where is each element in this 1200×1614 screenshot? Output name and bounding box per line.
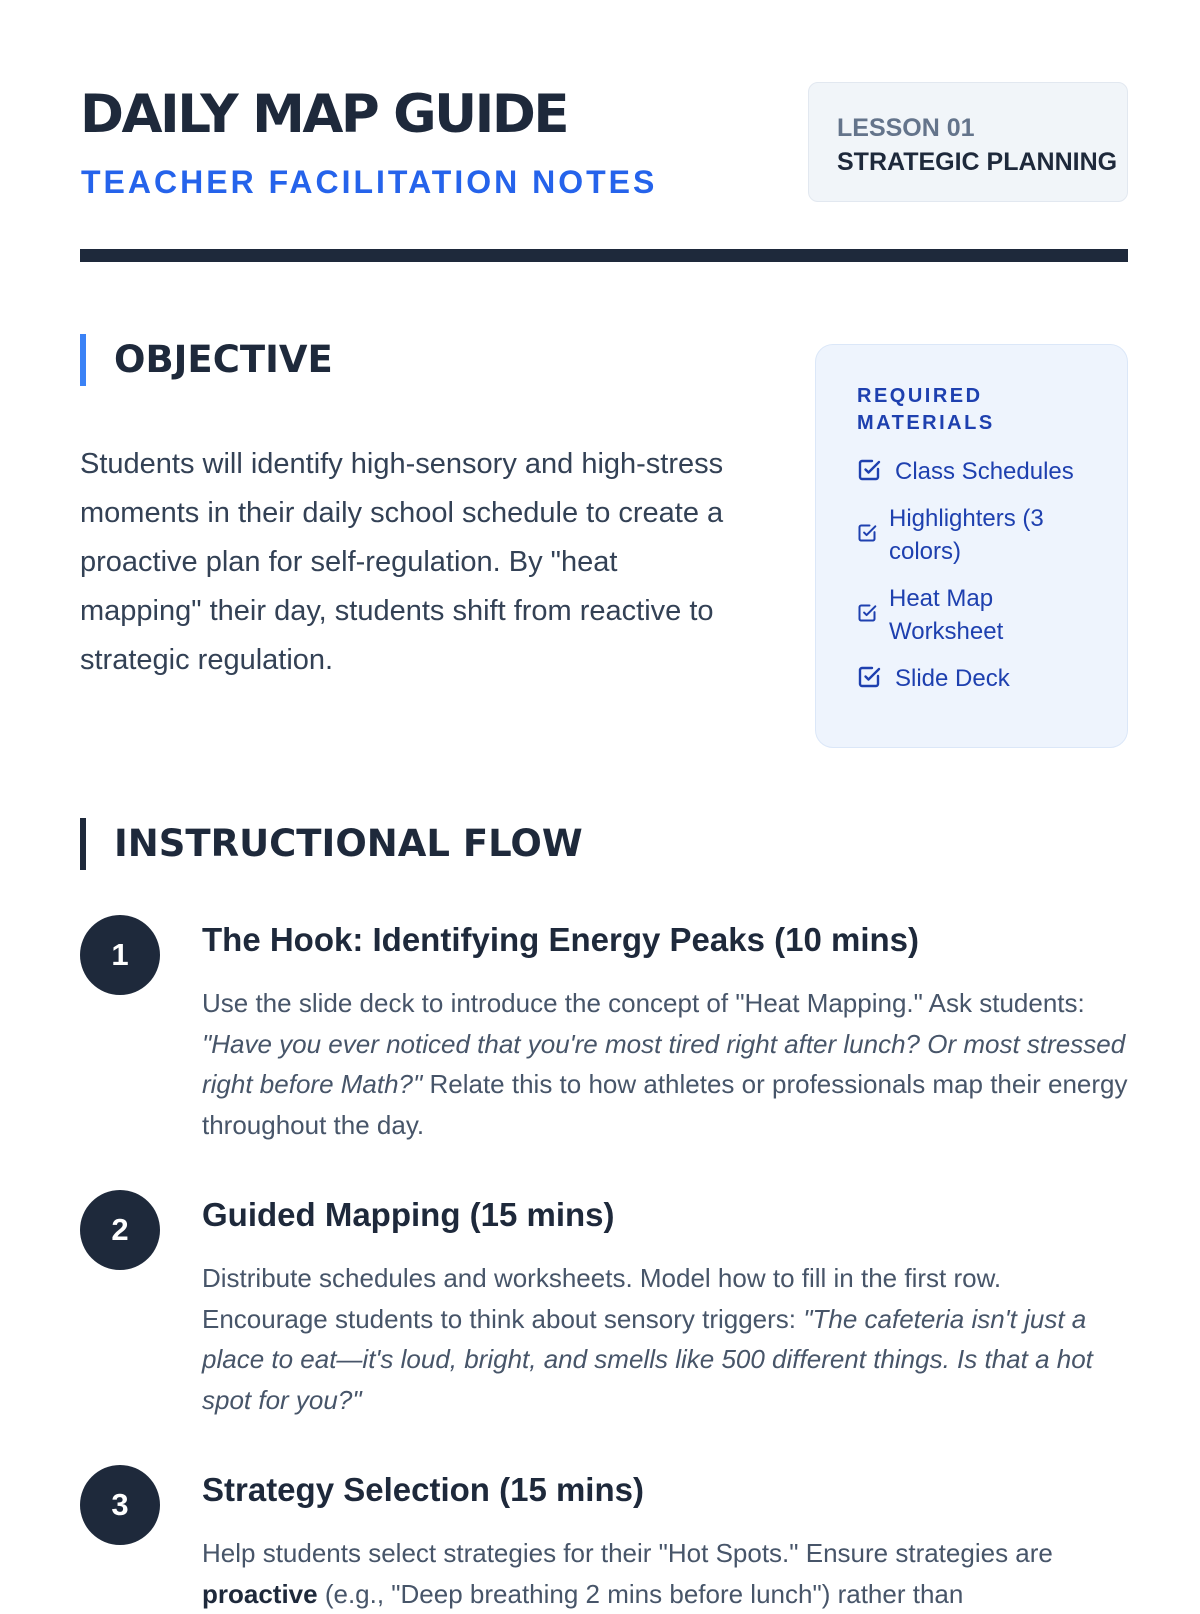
step-quote: "Have you ever noticed that you're most tired right after lunch? Or most stressed right before Math?" — [202, 1028, 1126, 1099]
section-accent-bar — [80, 334, 86, 386]
materials-item-label: Slide Deck — [895, 665, 1010, 692]
materials-item-label: Heat Map Worksheet — [889, 585, 1004, 645]
objective-text: Students will identify high-sensory and high-stress moments in their daily school schedule to create a proactive plan for self-regulation. By "heat mapping" their day, students shift from reactive to strategic regulation. — [80, 448, 724, 676]
materials-title: REQUIRED MATERIALS — [857, 385, 995, 434]
step-text: Relate this to how athletes or professionals map their energy throughout the day. — [202, 1069, 1128, 1140]
checkbox-icon — [857, 603, 877, 627]
materials-item — [857, 662, 1097, 695]
required-materials-card — [815, 344, 1128, 748]
step-title: Strategy Selection (15 mins) — [202, 1471, 644, 1508]
instructional-flow-heading-text: INSTRUCTIONAL FLOW — [114, 822, 583, 865]
checkbox-icon — [857, 458, 881, 486]
step-description — [202, 983, 1128, 1145]
checkbox-icon — [857, 523, 877, 547]
step-title: The Hook: Identifying Energy Peaks (10 mins) — [202, 921, 919, 958]
checkbox-icon — [857, 665, 881, 693]
step-text: Use the slide deck to introduce the concept of "Heat Mapping." Ask students: — [202, 988, 1085, 1018]
step-number-badge: 2 — [80, 1190, 160, 1270]
lesson-badge — [808, 82, 1128, 202]
step-quote: "The cafeteria isn't just a place to eat—it's loud, bright, and smells like 500 different things. Is that a hot spot for you?" — [202, 1303, 1093, 1415]
lesson-number: LESSON 01 — [837, 114, 975, 142]
header-divider — [80, 249, 1128, 262]
materials-item-label: Highlighters (3 colors) — [889, 505, 1044, 565]
materials-item — [857, 582, 1097, 648]
step-text: (e.g., "Deep breathing 2 mins before lunch") rather than — [317, 1578, 964, 1609]
materials-item — [857, 455, 1097, 488]
step-description — [202, 1533, 1128, 1614]
step-emphasis: proactive — [202, 1578, 318, 1609]
step-number-badge: 3 — [80, 1465, 160, 1545]
step-text: Distribute schedules and worksheets. Model how to fill in the first row. Encourage students to think about sensory triggers: — [202, 1263, 1002, 1334]
lesson-name: STRATEGIC PLANNING — [837, 148, 1118, 176]
materials-item-label: Class Schedules — [895, 458, 1074, 485]
section-accent-bar — [80, 818, 86, 870]
materials-list — [857, 455, 1097, 695]
step-number-badge: 1 — [80, 915, 160, 995]
materials-item — [857, 502, 1097, 568]
page-subtitle: TEACHER FACILITATION NOTES — [81, 164, 658, 200]
step-text: Help students select strategies for their "Hot Spots." Ensure strategies are — [202, 1538, 1053, 1568]
page-title: DAILY MAP GUIDE — [80, 84, 568, 145]
objective-heading-text: OBJECTIVE — [114, 338, 333, 381]
step-title: Guided Mapping (15 mins) — [202, 1196, 615, 1233]
step-description — [202, 1258, 1128, 1420]
